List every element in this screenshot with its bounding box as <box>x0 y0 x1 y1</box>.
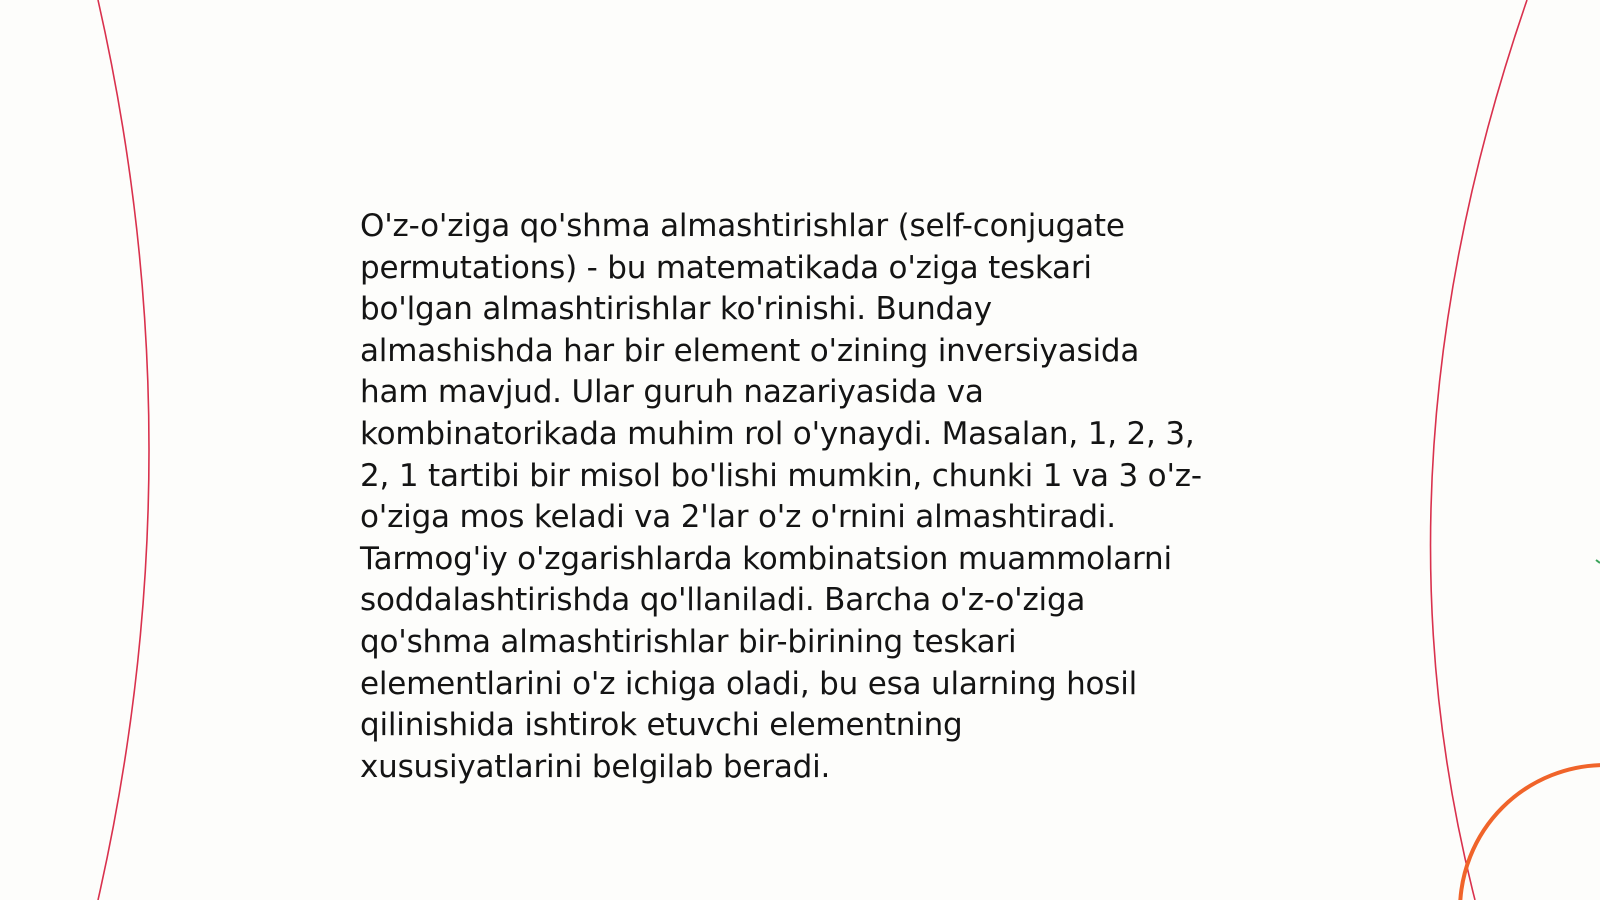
paragraph-line: permutations) - bu matematikada o'ziga teskari <box>360 249 1092 286</box>
paragraph-line: elementlarini o'z ichiga oladi, bu esa ularning hosil <box>360 665 1138 702</box>
paragraph-line: o'ziga mos keladi va 2'lar o'z o'rnini almashtiradi. <box>360 499 1116 536</box>
body-paragraph <box>360 206 1260 788</box>
paragraph-line: 2, 1 tartibi bir misol bo'lishi mumkin, chunki 1 va 3 o'z- <box>360 457 1202 494</box>
left-arc-line <box>98 0 149 900</box>
paragraph-line: almashishda har bir element o'zining inversiyasida <box>360 332 1140 369</box>
paragraph-line: ham mavjud. Ular guruh nazariyasida va <box>360 374 984 411</box>
right-arc-line <box>1431 0 1527 900</box>
paragraph-line: qo'shma almashtirishlar bir-birining teskari <box>360 623 1017 660</box>
paragraph-line: O'z-o'ziga qo'shma almashtirishlar (self-conjugate <box>360 208 1125 244</box>
paragraph-line: xususiyatlarini belgilab beradi. <box>360 748 831 785</box>
paragraph-line: bo'lgan almashtirishlar ko'rinishi. Bunday <box>360 291 992 328</box>
paragraph-line: soddalashtirishda qo'llaniladi. Barcha o'z-o'ziga <box>360 582 1086 619</box>
paragraph-line: Tarmog'iy o'zgarishlarda kombinatsion muammolarni <box>360 540 1172 577</box>
paragraph-line: kombinatorikada muhim rol o'ynaydi. Masalan, 1, 2, 3, <box>360 415 1195 452</box>
green-accent-mark <box>1596 560 1600 563</box>
paragraph-line: qilinishida ishtirok etuvchi elementning <box>360 707 963 744</box>
orange-ring-arc <box>1460 765 1600 900</box>
